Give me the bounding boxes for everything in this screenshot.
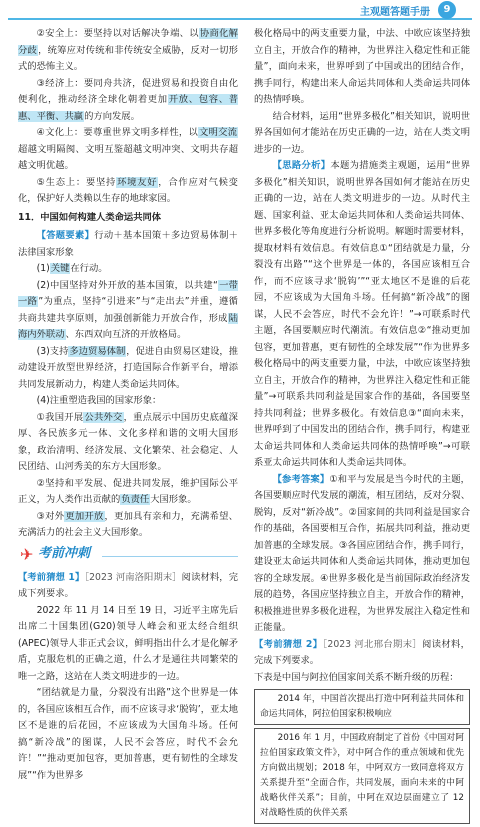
paragraph-security: ②安全上：要坚持以对话解决争端、以协商化解分歧，统筹应对传统和非传统安全威胁，反对一切形式的恐怖主义。 <box>18 28 238 72</box>
practice-title: 考前冲刺 <box>38 545 91 561</box>
timeline-box-2016: 2016 年 1 月，中国政府制定了首份《中国对阿拉伯国家政策文件》，对中阿合作的重点领域和优先方向做出规划；2018 年，中阿双方一致同意将双方关系提升至“全面合作，共同发展，面向未来的中阿战略伙伴关系”；目前，中阿在双边层面建立了 12 对战略性质的伙伴关系 <box>254 728 470 824</box>
header-rule <box>8 18 472 20</box>
timeline-box-2014: 2014 年，中国首次提出打造中阿利益共同体和命运共同体，阿拉伯国家积极响应 <box>254 689 470 725</box>
question-text: 结合材料，运用“世界多极化”相关知识，说明世界各国如何才能站在历史正确的一边，站在人类文明进步的一边。 <box>254 110 470 155</box>
rocket-icon: ✈ <box>20 544 34 564</box>
point-1: (1)关键在行动。 <box>36 263 108 274</box>
practice-rule <box>102 556 238 557</box>
left-column <box>18 26 238 784</box>
header-title: 主观题答题手册 <box>360 7 430 18</box>
point-2: (2)中国坚持对外开放的基本国策，以共建“一带一路”为重点，坚持“引进来”与“走出去”并重，遵循共商共建共享原则，加强创新能力开放合作，形成陆海内外联动、东西双向互济的开放格局。 <box>18 279 238 340</box>
point-4b: ②坚持和平发展、促进共同发展，维护国际公平正义，为人类作出贡献的负责任大国形象。 <box>18 477 238 505</box>
answer-elements: 【答题要素】行动＋基本国策＋多边贸易体制＋法律国家形象 <box>18 230 238 258</box>
point-4: (4)注重塑造我国的国家形象： <box>36 395 162 406</box>
paragraph-culture: ④文化上：要尊重世界文明多样性，以文明交流超越文明隔阂、文明互鉴超越文明冲突、文明共存超越文明优越。 <box>18 127 238 171</box>
guess-2-header: 【考前猜想 2】［2023 河北邢台期末］阅读材料，完成下列要求。 <box>254 638 470 666</box>
paragraph-ecology: ⑤生态上：要坚持环境友好，合作应对气候变化，保护好人类赖以生存的地球家园。 <box>18 176 238 204</box>
guess-1-material-2: “团结就是力量，分裂没有出路”这个世界是一体的，各国应该相互合作，而不应该寻求‘脱钩’，亚太地区不是谁的后花园，不应该成为大国角斗场。任何搞“新冷战”的图谋，人民不会答应，时代不会允许！”“推动更加包容，更加普惠，更有韧性的全球发展”“作为世界多 <box>18 687 238 781</box>
reference-answer: 【参考答案】①和平与发展是当今时代的主题，各国要顺应时代发展的潮流，相互团结，反对分裂、脱钩，反对“新冷战”。②国家间的共同利益是国家合作的基础，各国要相互合作，拓展共同利益，推动更加普惠的全球发展。③各国应团结合作，携手同行，建设亚太命运共同体和人类命运共同体，推动更加包容的全球发展。④世界多极化是当前国际政治经济发展的趋势，各国应坚持独立自主，开放合作的精神，积极推进世界多极化进程，为世界发展注入稳定性和正能量。 <box>254 473 470 633</box>
paragraph-economy: ③经济上：要同舟共济，促进贸易和投资自由化便利化，推动经济全球化朝着更加开放、包容、普惠、平衡、共赢的方向发展。 <box>18 77 238 122</box>
guess-2-intro: 下表是中国与阿拉伯国家间关系不断升级的历程： <box>254 671 459 683</box>
page-header <box>0 0 480 24</box>
practice-banner <box>18 546 238 566</box>
idea-analysis: 【思路分析】本题为措施类主观题，运用“世界多极化”相关知识，说明世界各国如何才能站在历史正确的一边，站在人类文明进步的一边。从时代主题、国家利益、亚太命运共同体和人类命运共同体、世界多极化等角度进行分析说明。解题时需要材料，提取材料有效信息。有效信息①“团结就是力量，分裂没有出路”“这个世界是一体的，各国应该相互合作，而不应该寻求‘脱钩’”“亚太地区不是谁的后花园，不应该成为大国角斗场。任何搞“新冷战”的图谋，人民不会答应，时代不会允许！”→可联系时代主题，各国要顺应时代潮流。有效信息②“推动更加包容，更加普惠，更有韧性的全球发展”“作为世界多极化格局中的两支重要力量，中法，中欧应该坚持独立自主，开放合作的精神，为世界注入稳定性和正能量”→可联系共同利益是国家合作的基础，各国要坚持共同利益；世界多极化。有效信息③“面向未来，世界呼到了中国发出的团结合作，携手同行，构建亚太命运共同体和人类命运共同体的热情呼唤”→可联系亚太命运共同体和人类命运共同体。 <box>254 160 470 468</box>
point-4c: ③对外更加开放，更加具有亲和力，充满希望、充满活力的社会主义大国形象。 <box>18 510 238 538</box>
page-number: 9 <box>438 1 456 19</box>
section-heading: 11．中国如何构建人类命运共同体 <box>18 211 162 223</box>
guess-1-material-1: 2022 年 11 月 14 日至 19 日，习近平主席先后出席二十国集团(G20)领导人峰会和亚太经合组织(APEC)领导人非正式会议，鲜明指出什么才是化解矛盾，克服危机的正确之道，什么才是通往共同繁荣的唯一之路，这站在人类文明进步的一边。 <box>18 604 238 682</box>
point-4a: ①我国开展公共外交，重点展示中国历史底蕴深厚、各民族多元一体、文化多样和谐的文明大国形象，政治清明、经济发展、文化繁荣、社会稳定、人民团结、山河秀美的东方大国形象。 <box>18 411 238 472</box>
guess-1-header: 【考前猜想 1】［2023 河南洛阳期末］阅读材料，完成下列要求。 <box>18 571 238 599</box>
material-continued: 极化格局中的两支重要力量，中法、中欧应该坚持独立自主，开放合作的精神，为世界注入稳定性和正能量”，面向未来，世界呼到了中国或出的团结合作，携手同行，构建出来人命运共同体和人类命运共同体的热情呼唤。 <box>254 28 470 105</box>
right-column <box>254 26 470 827</box>
point-3: (3)支持多边贸易体制，促进自由贸易区建设，推动建设开放型世界经济，打造国际合作新平台，增添共同发展新动力，构建人类命运共同体。 <box>18 345 238 390</box>
